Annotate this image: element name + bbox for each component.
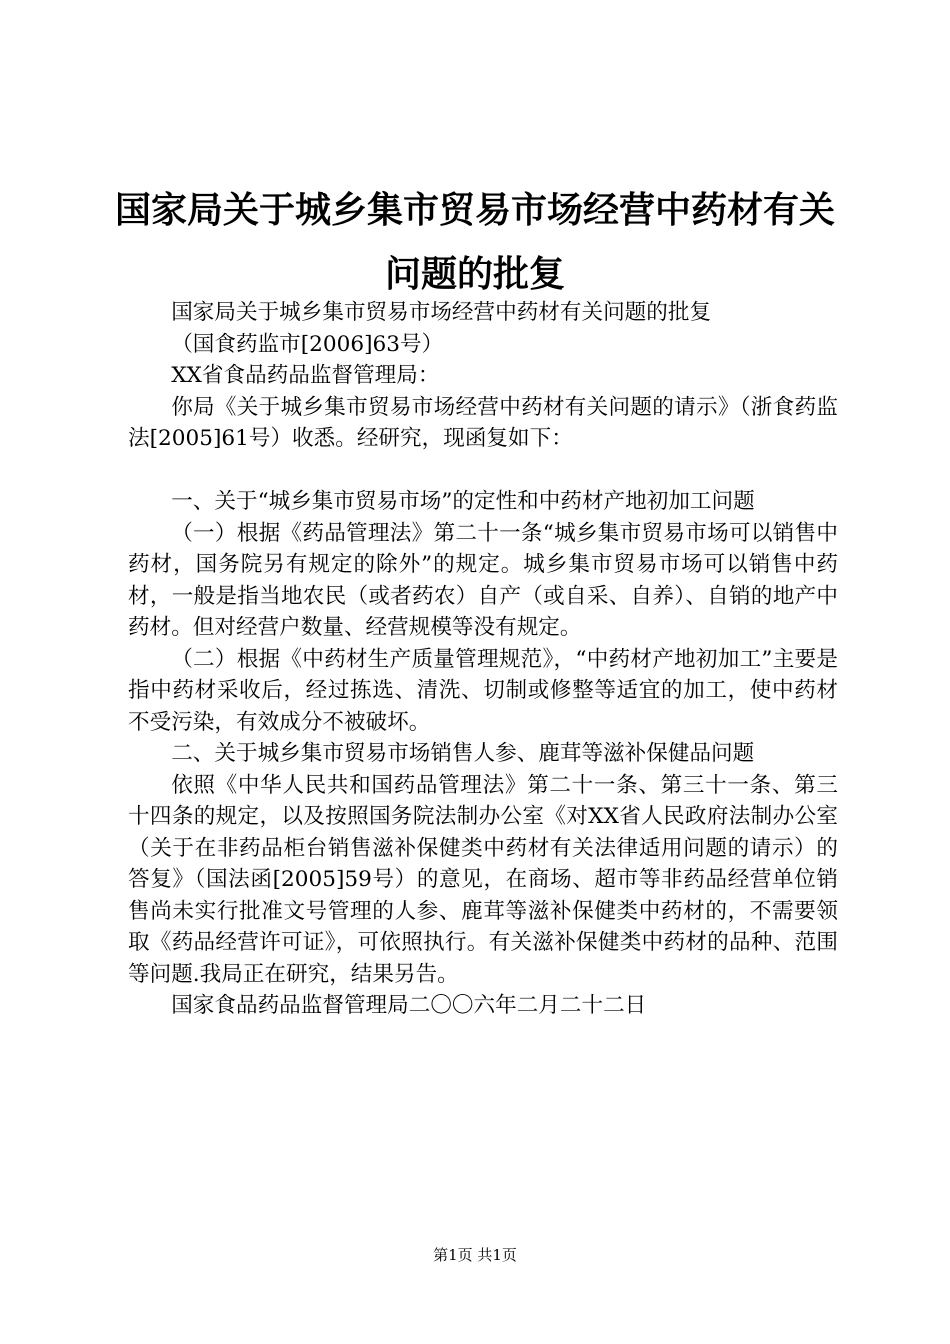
paragraph-blank bbox=[128, 455, 838, 487]
paragraph-basis: 依照《中华人民共和国药品管理法》第二十一条、第三十一条、第三十四条的规定，以及按照国务院法制办公室《对XX省人民政府法制办公室（关于在非药品柜台销售滋补保健类中药材有关法律适用问题的请示）的答复》（国法函[2005]59号）的意见，在商场、超市等非药品经营单位销售尚未实行批准文号管理的人参、鹿茸等滋补保健类中药材的，不需要领取《药品经营许可证》，可依照执行。有关滋补保健类中药材的品种、范围等问题.我局正在研究，结果另告。 bbox=[128, 772, 838, 987]
paragraph-recipient: XX省食品药品监督管理局： bbox=[171, 363, 440, 388]
document-body bbox=[128, 297, 838, 1022]
paragraph-section-1: 一、关于“城乡集市贸易市场”的定性和中药材产地初加工问题 bbox=[171, 489, 755, 514]
page-number-footer: 第1页 共1页 bbox=[433, 1246, 517, 1264]
paragraph-section-2: 二、关于城乡集市贸易市场销售人参、鹿茸等滋补保健品问题 bbox=[171, 741, 755, 766]
paragraph-intro: 你局《关于城乡集市贸易市场经营中药材有关问题的请示》（浙食药监法[2005]61号）收悉。经研究，现函复如下： bbox=[128, 394, 838, 451]
paragraph-doc-number: （国食药监市[2006]63号） bbox=[171, 331, 444, 357]
title-line-2: 问题的批复 bbox=[384, 253, 565, 295]
paragraph-heading-repeat: 国家局关于城乡集市贸易市场经营中药材有关问题的批复 bbox=[171, 300, 712, 325]
paragraph-signature-date: 国家食品药品监督管理局二〇〇六年二月二十二日 bbox=[171, 993, 647, 1018]
paragraph-item-2: （二）根据《中药材生产质量管理规范》，“中药材产地初加工”主要是指中药材采收后，经过拣选、清洗、切制或修整等适宜的加工，使中药材不受污染，有效成分不被破坏。 bbox=[128, 646, 838, 735]
title-line-1: 国家局关于城乡集市贸易市场经营中药材有关 bbox=[114, 189, 835, 231]
paragraph-item-1: （一）根据《药品管理法》第二十一条“城乡集市贸易市场可以销售中药材，国务院另有规定的除外”的规定。城乡集市贸易市场可以销售中药材，一般是指当地农民（或者药农）自产（或自采、自养）、自销的地产中药材。但对经营户数量、经营规模等没有规定。 bbox=[128, 520, 838, 640]
document-title bbox=[100, 178, 850, 306]
